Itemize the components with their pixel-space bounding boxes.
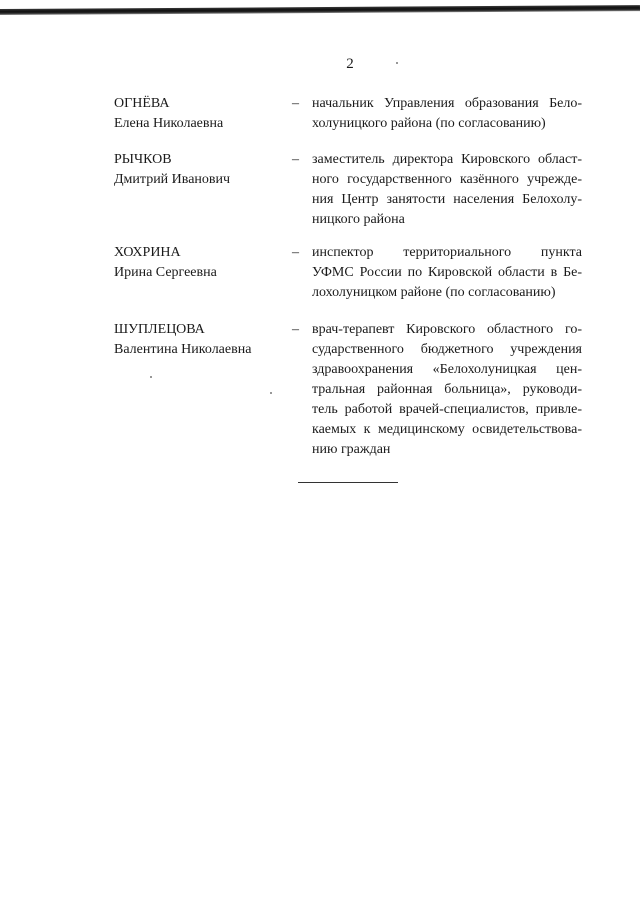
role-line: УФМС России по Кировской области в Бе- bbox=[312, 265, 582, 280]
role-line: сударственного бюджетного учреждения bbox=[312, 342, 582, 357]
role-line: каемых к медицинскому освидетельствова- bbox=[312, 422, 582, 437]
member-surname: ХОХРИНА bbox=[114, 245, 181, 260]
role-line: ного государственного казённого учрежде- bbox=[312, 172, 582, 187]
member-name bbox=[114, 150, 284, 190]
role-line: тральная районная больница», руководи- bbox=[312, 382, 582, 397]
scan-speck bbox=[150, 376, 152, 378]
member-given-names: Дмитрий Иванович bbox=[114, 172, 231, 187]
member-role bbox=[312, 150, 582, 230]
member-name bbox=[114, 320, 284, 360]
role-line: ния Центр занятости населения Белохолу- bbox=[312, 192, 582, 207]
scan-top-edge bbox=[0, 5, 640, 15]
member-given-names: Елена Николаевна bbox=[114, 116, 224, 131]
member-given-names: Ирина Сергеевна bbox=[114, 265, 217, 280]
member-role bbox=[312, 243, 582, 303]
role-line: ницкого района bbox=[312, 212, 405, 227]
member-role bbox=[312, 320, 582, 460]
dash-separator: – bbox=[292, 96, 299, 111]
role-line: здравоохранения «Белохолуницкая цен- bbox=[312, 362, 582, 377]
role-line: лохолуницком районе (по согласованию) bbox=[312, 285, 556, 300]
dash-separator: – bbox=[292, 245, 299, 260]
role-line: тель работой врачей-специалистов, привле- bbox=[312, 402, 582, 417]
role-line: начальник Управления образования Бело- bbox=[312, 96, 582, 111]
role-line: инспектор территориального пункта bbox=[312, 245, 582, 260]
member-role bbox=[312, 94, 582, 134]
role-line: врач-терапевт Кировского областного го- bbox=[312, 322, 582, 337]
end-of-list-rule bbox=[298, 482, 398, 483]
role-line: нию граждан bbox=[312, 442, 391, 457]
scan-speck bbox=[396, 62, 398, 64]
scan-speck bbox=[270, 392, 272, 394]
member-name bbox=[114, 243, 284, 283]
member-surname: ШУПЛЕЦОВА bbox=[114, 322, 205, 337]
dash-separator: – bbox=[292, 152, 299, 167]
role-line: холуницкого района (по согласованию) bbox=[312, 116, 546, 131]
dash-separator: – bbox=[292, 322, 299, 337]
role-line: заместитель директора Кировского област- bbox=[312, 152, 582, 167]
member-given-names: Валентина Николаевна bbox=[114, 342, 252, 357]
member-surname: РЫЧКОВ bbox=[114, 152, 172, 167]
page-number: 2 bbox=[346, 56, 354, 72]
member-surname: ОГНЁВА bbox=[114, 96, 170, 111]
member-name bbox=[114, 94, 284, 134]
